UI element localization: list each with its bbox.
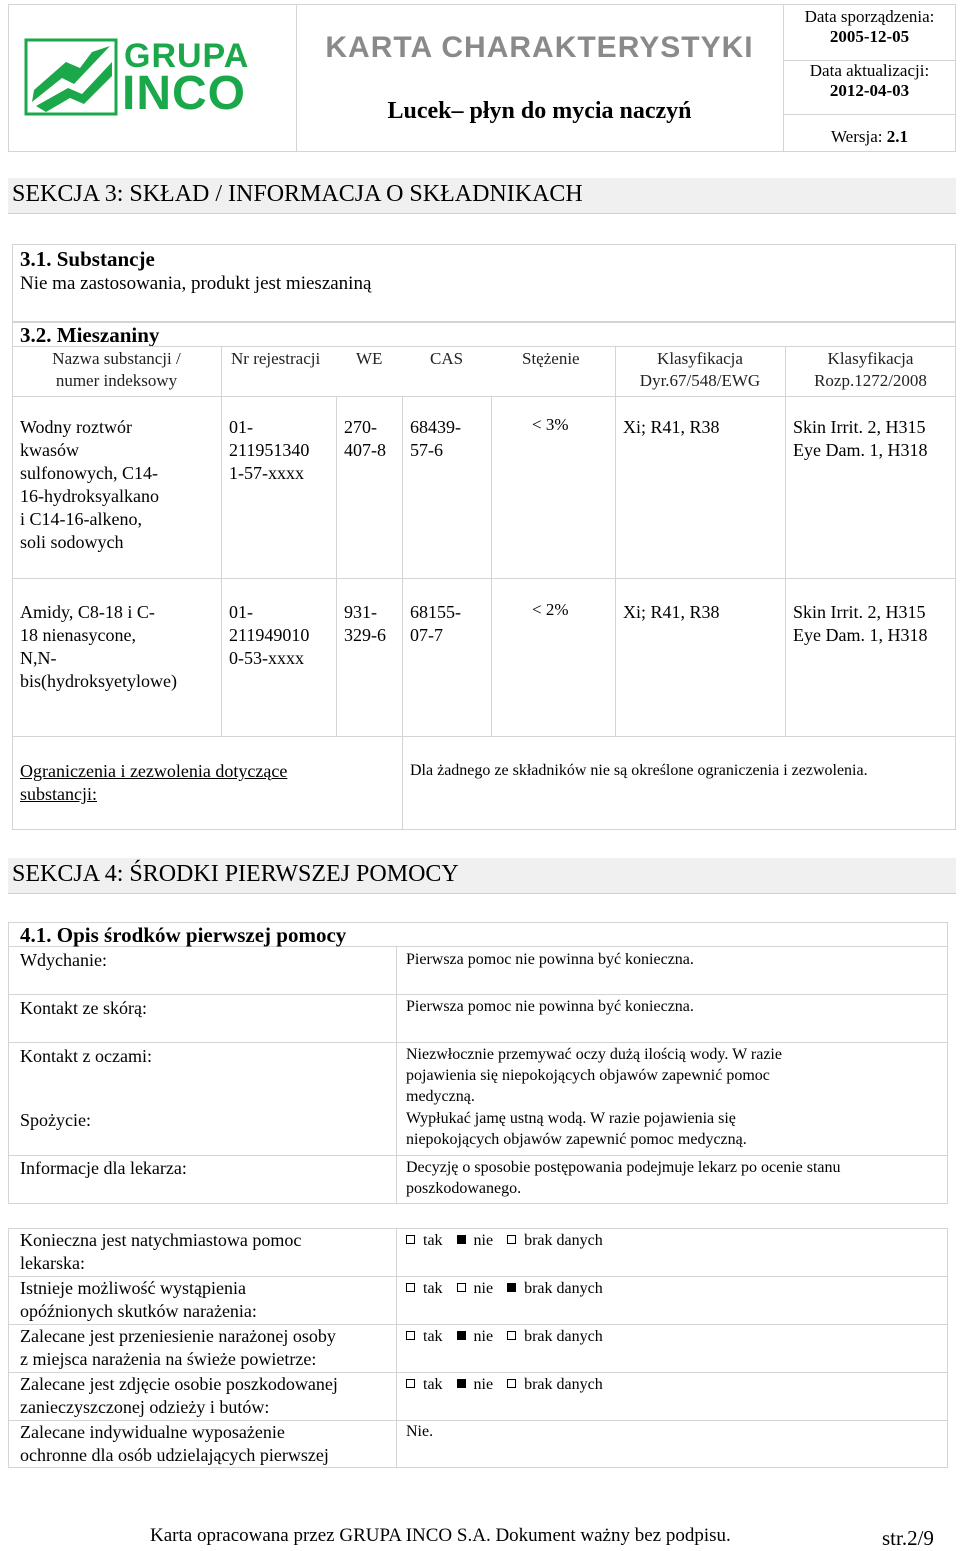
col-we: WE [356, 349, 383, 368]
product-name: Lucek– płyn do mycia naczyń [387, 98, 692, 124]
row1-conc: < 3% [532, 415, 569, 434]
option-label: tak [423, 1232, 443, 1249]
row1-we: 270- 407-8 [344, 417, 386, 460]
version-label: Wersja: [831, 127, 883, 146]
row2-reg: 01- 211949010 0-53-xxxx [229, 602, 310, 668]
substances-heading: 3.1. Substancje [20, 247, 155, 271]
first-aid-subheading: 4.1. Opis środków pierwszej pomocy [20, 923, 347, 947]
option-label: tak [423, 1328, 443, 1345]
first-aid-text-inhalation: Pierwsza pomoc nie powinna być konieczna. [406, 951, 694, 968]
question-options [406, 1230, 617, 1251]
option-yes[interactable] [406, 1230, 443, 1251]
document-title: KARTA CHARAKTERYSTYKI [325, 31, 754, 64]
option-no[interactable] [457, 1326, 494, 1347]
question-options [406, 1374, 617, 1395]
checkbox-empty-icon[interactable] [406, 1235, 415, 1244]
version-value: 2.1 [886, 127, 908, 146]
option-label: brak danych [524, 1232, 603, 1249]
first-aid-label-eyes: Kontakt z oczami: [20, 1046, 152, 1066]
option-no[interactable] [457, 1374, 494, 1395]
version-info [783, 126, 956, 148]
checkbox-checked-icon[interactable] [457, 1331, 466, 1340]
option-label: nie [473, 1232, 494, 1249]
first-aid-label-ingestion: Spożycie: [20, 1110, 91, 1130]
row2-class-dir: Xi; R41, R38 [623, 602, 720, 622]
date-updated-value: 2012-04-03 [829, 81, 910, 100]
first-aid-text-skin: Pierwsza pomoc nie powinna być konieczna. [406, 998, 694, 1015]
section3-title: SEKCJA 3: SKŁAD / INFORMACJA O SKŁADNIKACH [8, 178, 956, 214]
first-aid-text-eyes: Niezwłocznie przemywać oczy dużą ilością wody. W razie pojawienia się niepokojących objawów zapewnić pomoc medyczną. [406, 1046, 782, 1105]
question-label: Zalecane jest zdjęcie osobie poszkodowanej zanieczyszczonej odzieży i butów: [20, 1374, 338, 1417]
checkbox-empty-icon[interactable] [406, 1379, 415, 1388]
option-nodata[interactable] [507, 1374, 603, 1395]
option-label: nie [473, 1376, 494, 1393]
logo-text-grupa: GRUPA [124, 37, 250, 75]
protective-text: Nie. [406, 1423, 434, 1440]
first-aid-label-doctor: Informacje dla lekarza: [20, 1158, 187, 1178]
first-aid-label-skin: Kontakt ze skórą: [20, 998, 147, 1018]
option-yes[interactable] [406, 1374, 443, 1395]
date-created-label: Data sporządzenia: [804, 7, 935, 26]
row1-class-dir: Xi; R41, R38 [623, 417, 720, 437]
section4-title: SEKCJA 4: ŚRODKI PIERWSZEJ POMOCY [8, 858, 956, 894]
question-options [406, 1326, 617, 1347]
option-no[interactable] [457, 1230, 494, 1251]
mixtures-table [12, 322, 956, 830]
option-no[interactable] [457, 1278, 494, 1299]
row1-class-reg: Skin Irrit. 2, H315 Eye Dam. 1, H318 [793, 417, 928, 460]
option-label: tak [423, 1376, 443, 1393]
checkbox-empty-icon[interactable] [406, 1283, 415, 1292]
row1-cas: 68439- 57-6 [410, 417, 461, 460]
checkbox-empty-icon[interactable] [507, 1379, 516, 1388]
checkbox-checked-icon[interactable] [457, 1235, 466, 1244]
first-aid-text-ingestion: Wypłukać jamę ustną wodą. W razie pojawienia się niepokojących objawów zapewnić pomoc medyczną. [406, 1110, 747, 1148]
mixtures-heading: 3.2. Mieszaniny [20, 323, 160, 347]
row1-name: Wodny roztwór kwasów sulfonowych, C14- 16-hydroksyalkano i C14-16-alkeno, soli sodowych [20, 417, 159, 552]
checkbox-checked-icon[interactable] [507, 1283, 516, 1292]
option-label: brak danych [524, 1328, 603, 1345]
col-name: Nazwa substancji / numer indeksowy [52, 349, 181, 390]
checkbox-checked-icon[interactable] [457, 1379, 466, 1388]
option-label: nie [473, 1280, 494, 1297]
protective-label: Zalecane indywidualne wyposażenie ochronne dla osób udzielających pierwszej [20, 1422, 329, 1465]
substances-text: Nie ma zastosowania, produkt jest mieszaniną [20, 273, 372, 294]
option-label: brak danych [524, 1376, 603, 1393]
footer-text: Karta opracowana przez GRUPA INCO S.A. Dokument ważny bez podpisu. [150, 1525, 731, 1546]
restrictions-text: Dla żadnego ze składników nie są określone ograniczenia i zezwolenia. [410, 762, 868, 779]
row2-name: Amidy, C8-18 i C- 18 nienasycone, N,N- bis(hydroksyetylowe) [20, 602, 177, 691]
row2-class-reg: Skin Irrit. 2, H315 Eye Dam. 1, H318 [793, 602, 928, 645]
option-label: nie [473, 1328, 494, 1345]
row2-we: 931- 329-6 [344, 602, 386, 645]
logo-text-inco: INCO [122, 67, 246, 120]
question-options [406, 1278, 617, 1299]
col-cas: CAS [430, 349, 464, 368]
col-reg: Nr rejestracji [231, 349, 321, 368]
question-label: Istnieje możliwość wystąpienia opóźnionych skutków narażenia: [20, 1278, 257, 1321]
checkbox-empty-icon[interactable] [507, 1235, 516, 1244]
col-class-dir: Klasyfikacja Dyr.67/548/EWG [639, 349, 761, 390]
logo-emblem-icon [22, 32, 122, 118]
date-updated-label: Data aktualizacji: [809, 61, 930, 80]
first-aid-text-doctor: Decyzję o sposobie postępowania podejmuje lekarz po ocenie stanu poszkodowanego. [406, 1159, 841, 1197]
page-number: str.2/9 [882, 1526, 934, 1550]
row2-conc: < 2% [532, 600, 569, 619]
checkbox-empty-icon[interactable] [457, 1283, 466, 1292]
option-yes[interactable] [406, 1278, 443, 1299]
company-logo [22, 32, 268, 118]
restrictions-label: Ograniczenia i zezwolenia dotyczące substancji: [20, 761, 288, 804]
col-conc: Stężenie [522, 349, 580, 368]
option-nodata[interactable] [507, 1326, 603, 1347]
option-label: brak danych [524, 1280, 603, 1297]
checkbox-empty-icon[interactable] [406, 1331, 415, 1340]
option-yes[interactable] [406, 1326, 443, 1347]
checkbox-empty-icon[interactable] [507, 1331, 516, 1340]
option-nodata[interactable] [507, 1278, 603, 1299]
first-aid-label-inhalation: Wdychanie: [20, 950, 107, 970]
option-nodata[interactable] [507, 1230, 603, 1251]
option-label: tak [423, 1280, 443, 1297]
row2-cas: 68155- 07-7 [410, 602, 461, 645]
row1-reg: 01- 211951340 1-57-xxxx [229, 417, 310, 483]
col-class-reg: Klasyfikacja Rozp.1272/2008 [814, 349, 927, 390]
question-label: Konieczna jest natychmiastowa pomoc lekarska: [20, 1230, 302, 1273]
question-label: Zalecane jest przeniesienie narażonej osoby z miejsca narażenia na świeże powietrze: [20, 1326, 336, 1369]
date-created-value: 2005-12-05 [829, 27, 910, 46]
